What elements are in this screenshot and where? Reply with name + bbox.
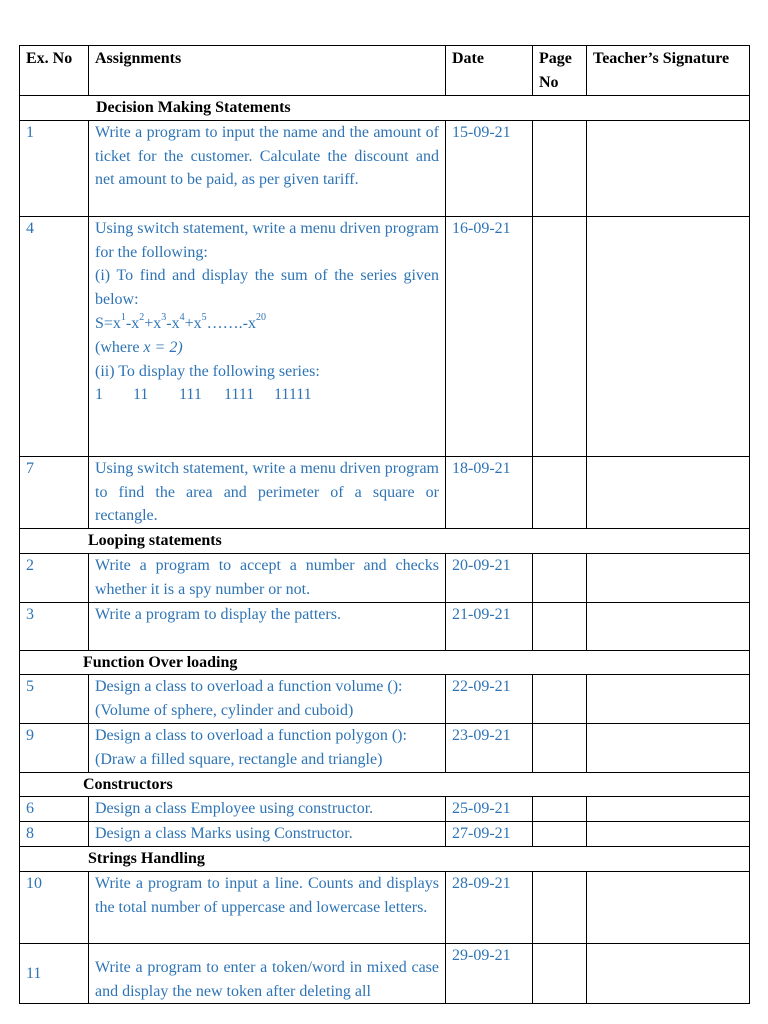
table-row: [20, 797, 750, 822]
table-row: [20, 216, 750, 456]
section-row: [20, 650, 750, 675]
signature-cell: [587, 871, 750, 943]
series-term: 111: [179, 386, 202, 404]
section-decision-making: Decision Making Statements: [20, 96, 750, 121]
series-term: 11111: [274, 386, 312, 404]
ex-no-cell: 2: [20, 553, 89, 602]
table-row: [20, 871, 750, 943]
page-no-cell: [533, 822, 587, 847]
date-cell: 15-09-21: [446, 120, 533, 216]
date-cell: 22-09-21: [446, 675, 533, 724]
series-formula: $S=x^1-x^2+x^3-x^4+x^5\dots\dots.-x^{20}$: [95, 311, 266, 332]
date-cell: 16-09-21: [446, 216, 533, 456]
signature-cell: [587, 216, 750, 456]
header-date: Date: [446, 46, 533, 96]
series-term: 1: [95, 386, 103, 404]
ex-no-cell: 6: [20, 797, 89, 822]
series-term: 1111: [224, 386, 255, 404]
ex-no-cell: 1: [20, 120, 89, 216]
section-looping: Looping statements: [20, 529, 750, 554]
section-row: [20, 96, 750, 121]
assignment-line: (i) To find and display the sum of the series given below:: [95, 267, 439, 309]
signature-cell: [587, 675, 750, 724]
table-row: [20, 723, 750, 772]
page-no-cell: [533, 943, 587, 1004]
signature-cell: [587, 797, 750, 822]
signature-cell: [587, 456, 750, 528]
assignment-cell: Write a program to display the patters.: [89, 602, 446, 650]
assignment-line: Design a class to overload a function polygon ():: [95, 726, 407, 744]
where-var: x = 2): [143, 338, 183, 356]
page-no-cell: [533, 456, 587, 528]
assignment-cell: Write a program to accept a number and checks whether it is a spy number or not.: [89, 553, 446, 602]
number-series: [95, 383, 439, 407]
date-cell: 18-09-21: [446, 456, 533, 528]
assignment-line: (Draw a filled square, rectangle and triangle): [95, 750, 383, 768]
page-no-cell: [533, 871, 587, 943]
ex-no-cell: 10: [20, 871, 89, 943]
header-page-no-line2: No: [539, 73, 559, 91]
assignment-cell: [89, 723, 446, 772]
assignment-cell: Using switch statement, write a menu driven program to find the area and perimeter of a square or rectangle.: [89, 456, 446, 528]
signature-cell: [587, 723, 750, 772]
assignment-cell: [89, 675, 446, 724]
signature-cell: [587, 120, 750, 216]
assignment-line: Design a class to overload a function volume ():: [95, 678, 403, 696]
table-row: [20, 943, 750, 1004]
header-ex-no: Ex. No: [20, 46, 89, 96]
series-term: 11: [133, 386, 149, 404]
date-cell: 29-09-21: [446, 943, 533, 1004]
table-row: [20, 822, 750, 847]
date-cell: 21-09-21: [446, 602, 533, 650]
date-cell: 28-09-21: [446, 871, 533, 943]
assignment-cell: Write a program to input the name and the amount of ticket for the customer. Calculate the discount and net amount to be paid, as per given tariff.: [89, 120, 446, 216]
ex-no-cell: 11: [20, 943, 89, 1004]
section-constructors: Constructors: [20, 772, 750, 797]
ex-no-cell: 3: [20, 602, 89, 650]
page-no-cell: [533, 553, 587, 602]
table-row: [20, 120, 750, 216]
header-assignments: Assignments: [89, 46, 446, 96]
date-cell: 23-09-21: [446, 723, 533, 772]
page-no-cell: [533, 797, 587, 822]
page-no-cell: [533, 675, 587, 724]
table-row: [20, 675, 750, 724]
signature-cell: [587, 602, 750, 650]
assignment-line: Using switch statement, write a menu driven program for the following:: [95, 219, 439, 261]
table-row: [20, 456, 750, 528]
table-row: [20, 602, 750, 650]
assignment-line: (Volume of sphere, cylinder and cuboid): [95, 702, 354, 720]
header-page-no: [533, 46, 587, 96]
table-row: [20, 553, 750, 602]
section-strings-handling: Strings Handling: [20, 846, 750, 871]
page-no-cell: [533, 216, 587, 456]
date-cell: 20-09-21: [446, 553, 533, 602]
signature-cell: [587, 943, 750, 1004]
ex-no-cell: 8: [20, 822, 89, 847]
assignment-line: (ii) To display the following series:: [95, 362, 320, 380]
assignment-cell: Design a class Marks using Constructor.: [89, 822, 446, 847]
where-open: (where: [95, 338, 144, 356]
section-row: [20, 846, 750, 871]
page-no-cell: [533, 602, 587, 650]
assignment-table: [19, 45, 750, 1004]
assignment-cell: [89, 216, 446, 456]
signature-cell: [587, 553, 750, 602]
ex-no-cell: 4: [20, 216, 89, 456]
assignment-cell: Design a class Employee using constructor.: [89, 797, 446, 822]
ex-no-cell: 5: [20, 675, 89, 724]
header-page-no-line1: Page: [539, 50, 572, 67]
page-no-cell: [533, 120, 587, 216]
table-header-row: [20, 46, 750, 96]
ex-no-cell: 9: [20, 723, 89, 772]
ex-no-cell: 7: [20, 456, 89, 528]
section-row: [20, 529, 750, 554]
assignment-cell: Write a program to input a line. Counts and displays the total number of uppercase and lowercase letters.: [89, 871, 446, 943]
date-cell: 27-09-21: [446, 822, 533, 847]
signature-cell: [587, 822, 750, 847]
header-signature: Teacher’s Signature: [587, 46, 750, 96]
series-where: [95, 336, 439, 360]
section-function-overloading: Function Over loading: [20, 650, 750, 675]
series-prefix: S=: [95, 314, 113, 332]
assignment-cell: Write a program to enter a token/word in mixed case and display the new token after deleting all: [89, 943, 446, 1004]
page-no-cell: [533, 723, 587, 772]
date-cell: 25-09-21: [446, 797, 533, 822]
section-row: [20, 772, 750, 797]
